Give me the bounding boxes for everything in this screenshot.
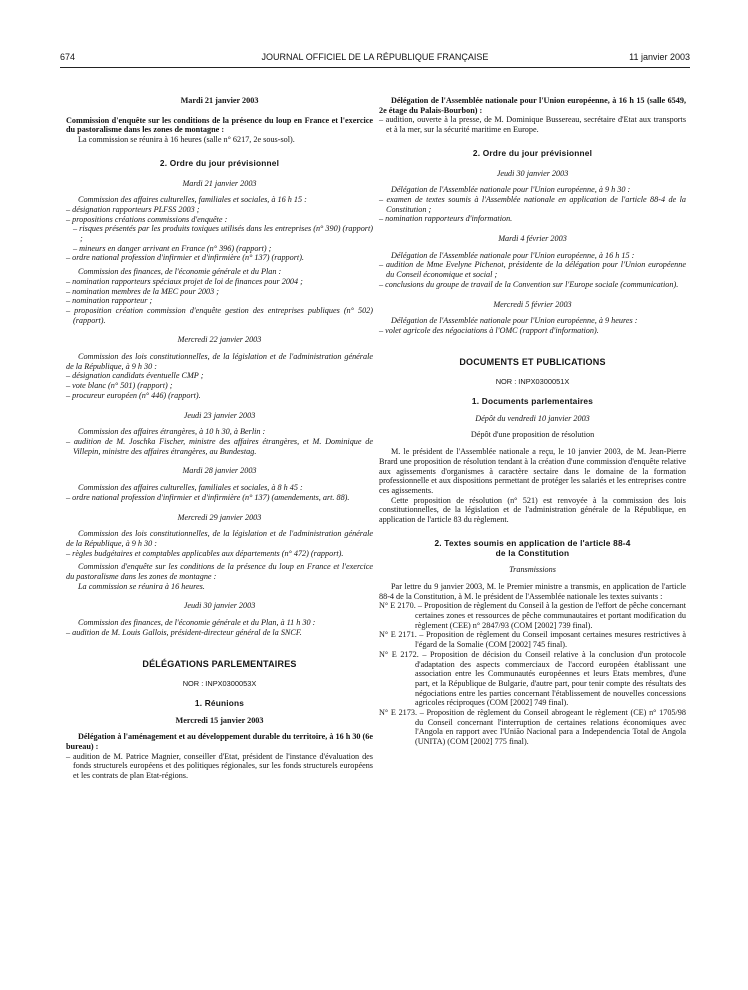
list-item: – examen de textes soumis à l'Assemblée nationale en application de l'article 88-4 de la Constitution ; (379, 194, 686, 214)
commission-heading: Commission des affaires culturelles, familiales et sociales, à 8 h 45 : (78, 483, 303, 493)
paragraph: M. le président de l'Assemblée nationale a reçu, le 10 janvier 2003, de M. Jean-Pierre Brard une proposition de résolution tendant à la création d'une commission d'enquête relative aux agissements d'organismes à caractère sectaire dans le domaine de la formation professionnelle et aux dispositions permettant de protéger les salariés et les entreprises contre ces agissements. (379, 447, 686, 495)
section-date: Mercredi 15 janvier 2003 (175, 715, 264, 725)
commission-heading: Délégation à l'aménagement et au développement durable du territoire, à 16 h 30 (6e bureau) : (66, 732, 374, 752)
section-title: DÉLÉGATIONS PARLEMENTAIRES (142, 658, 297, 669)
paragraph: Cette proposition de résolution (n° 521) est renvoyée à la commission des lois constitutionnelles, de la législation et de l'administration générale de la République, en application de l'article 83 du règlement. (379, 495, 686, 525)
commission-heading: Commission des lois constitutionnelles, de la législation et de l'administration générale de la République, à 9 h 30 : (66, 352, 373, 371)
list-item: – nomination rapporteurs d'information. (379, 214, 513, 224)
document-entry: N° E 2173. – Proposition de règlement du Conseil abrogeant le règlement (CE) n° 1705/98 du Conseil concernant l'interruption de certaines relations économiques avec l'Angola en rapport avec l'União Nacional para a Independencia Total de Angola (UNITA) (COM [2002] 775 final). (379, 708, 686, 747)
section-date: Mardi 21 janvier 2003 (180, 96, 259, 105)
paragraph: Par lettre du 9 janvier 2003, M. le Premier ministre a transmis, en application de l'article 88-4 de la Constitution, à M. le président de l'Assemblée nationale les textes suivants : (379, 581, 686, 601)
list-item: – audition de M. Patrice Magnier, conseiller d'Etat, président de l'instance d'évaluation des fonds structurels européens et des politiques régionales, sur les fonds structurels européens et les contrats de plan Etat-régions. (66, 751, 373, 781)
list-item: – conclusions du groupe de travail de la Convention sur l'Europe sociale (communication). (379, 279, 679, 289)
list-item: – règles budgétaires et comptables applicables aux départements (n° 472) (rapport). (66, 548, 344, 558)
list-item: – nomination rapporteur ; (66, 296, 153, 306)
section-date: Mercredi 29 janvier 2003 (177, 512, 262, 522)
document-entry: N° E 2172. – Proposition de décision du Conseil relative à la conclusion d'un protocole d'adaptation des aspects commerciaux de l'accord européen établissant une association entre les Communautés européennes et leurs Etats membres, d'une part, et la République de Bulgarie, d'autre part, pour tenir compte des résultats des négociations entre les parties concernant l'établissement de nouvelles concessions agricoles réciproques (COM [2002] 749 final). (379, 649, 686, 708)
right-column (379, 96, 686, 747)
section-date: Jeudi 30 janvier 2003 (183, 601, 256, 611)
section-title: 2. Ordre du jour prévisionnel (472, 147, 593, 158)
commission-heading: Commission des affaires culturelles, familiales et sociales, à 16 h 15 : (78, 195, 307, 205)
list-item: – risques présentés par les produits toxiques utilisés dans les entreprises (n° 390) (rapport) ; (73, 224, 373, 244)
commission-heading: Commission des lois constitutionnelles, de la législation et de l'administration générale de la République, à 9 h 30 : (66, 529, 373, 548)
list-item: – audition de M. Louis Gallois, président-directeur général de la SNCF. (66, 627, 302, 637)
list-item: – mineurs en danger arrivant en France (n° 396) (rapport) ; (73, 243, 272, 253)
paragraph: La commission se réunira à 16 heures (salle n° 6217, 2e sous-sol). (78, 135, 295, 145)
list-item: – audition, ouverte à la presse, de M. Dominique Bussereau, secrétaire d'Etat aux transports et à la mer, sur la sécurité maritime en Europe. (379, 115, 686, 135)
commission-heading: Délégation de l'Assemblée nationale pour l'Union européenne, à 9 h 30 : (391, 185, 631, 195)
commission-heading: Commission des finances, de l'économie générale et du Plan : (78, 267, 282, 277)
list-item: – vote blanc (n° 501) (rapport) ; (66, 381, 173, 391)
section-date: Mercredi 5 février 2003 (493, 299, 572, 309)
section-title: 2. Ordre du jour prévisionnel (159, 157, 280, 168)
issue-date: 11 janvier 2003 (629, 52, 690, 62)
page-number: 674 (60, 52, 76, 62)
left-column (66, 96, 373, 781)
section-date: Mardi 21 janvier 2003 (182, 178, 257, 188)
subheading: Transmissions (509, 565, 556, 575)
section-date: Mardi 4 février 2003 (498, 234, 567, 244)
list-item: – proposition création commission d'enquête gestion des entreprises publiques (n° 502) (rapport). (66, 305, 373, 325)
section-date: Mardi 28 janvier 2003 (182, 466, 257, 476)
header-rule (60, 67, 690, 68)
section-title: DOCUMENTS ET PUBLICATIONS (459, 356, 606, 367)
nor-reference: NOR : INPX0300053X (182, 679, 257, 689)
commission-heading: Commission des finances, de l'économie générale et du Plan, à 11 h 30 : (78, 618, 316, 628)
list-item: – audition de Mme Evelyne Pichenot, présidente de la délégation pour l'Union européenne du Conseil économique et social ; (379, 260, 686, 280)
list-item: – nomination rapporteurs spéciaux projet de loi de finances pour 2004 ; (66, 276, 303, 286)
list-item: – ordre national profession d'infirmier et d'infirmière (n° 137) (rapport). (66, 253, 304, 263)
list-item: – nomination membres de la MEC pour 2003 ; (66, 286, 219, 296)
nor-reference: NOR : INPX0300051X (495, 377, 570, 387)
section-date: Dépôt du vendredi 10 janvier 2003 (475, 413, 590, 423)
commission-heading: Délégation de l'Assemblée nationale pour l'Union européenne, à 16 h 15 : (391, 250, 635, 260)
commission-heading: Délégation de l'Assemblée nationale pour l'Union européenne, à 9 heures : (391, 316, 638, 326)
section-date: Jeudi 23 janvier 2003 (183, 410, 256, 420)
commission-heading: Commission d'enquête sur les conditions de la présence du loup en France et l'exercice du pastoralisme dans les zones de montagne : (66, 562, 373, 582)
list-item: – volet agricole des négociations à l'OMC (rapport d'information). (379, 325, 599, 335)
document-entry: N° E 2170. – Proposition de règlement du Conseil à la gestion de l'effort de pêche concernant certaines zones et ressources de pêche communautaires et portant modification du règlement (CEE) n° 2847/93 (COM [2002] 739 final). (379, 601, 686, 630)
list-item: – audition de M. Joschka Fischer, ministre des affaires étrangères, et M. Dominique de Villepin, ministre des affaires étrangères, au Bundestag. (66, 436, 373, 456)
commission-heading: Délégation de l'Assemblée nationale pour l'Union européenne, à 16 h 15 (salle 6549, 2e étage du Palais-Bourbon) : (379, 96, 686, 115)
subsection-title: 1. Documents parlementaires (471, 396, 594, 407)
list-item: – ordre national profession d'infirmier et d'infirmière (n° 137) (amendements, art. 88). (66, 492, 350, 502)
subsection-title: 2. Textes soumis en application de l'article 88-4 (434, 537, 631, 548)
subsection-title: de la Constitution (495, 547, 570, 558)
section-date: Mercredi 22 janvier 2003 (177, 335, 262, 345)
section-date: Jeudi 30 janvier 2003 (496, 168, 569, 178)
subsection-title: 1. Réunions (194, 697, 245, 708)
commission-heading: Commission des affaires étrangères, à 10 h 30, à Berlin : (78, 427, 266, 437)
subheading: Dépôt d'une proposition de résolution (470, 430, 595, 440)
page-header (60, 52, 690, 66)
list-item: – désignation rapporteurs PLFSS 2003 ; (66, 204, 200, 214)
list-item: – procureur européen (n° 446) (rapport). (66, 390, 201, 400)
journal-title: JOURNAL OFFICIEL DE LA RÉPUBLIQUE FRANÇAISE (261, 52, 489, 62)
commission-heading: Commission d'enquête sur les conditions de la présence du loup en France et l'exercice du pastoralisme dans les zones de montagne : (66, 115, 373, 135)
list-item: – désignation candidats éventuelle CMP ; (66, 371, 204, 381)
paragraph: La commission se réunira à 16 heures. (78, 581, 205, 591)
document-entry: N° E 2171. – Proposition de règlement du Conseil imposant certaines mesures restrictives à l'égard de la Somalie (COM [2002] 745 final). (379, 630, 686, 650)
list-item: – propositions créations commissions d'enquête : (66, 214, 228, 224)
